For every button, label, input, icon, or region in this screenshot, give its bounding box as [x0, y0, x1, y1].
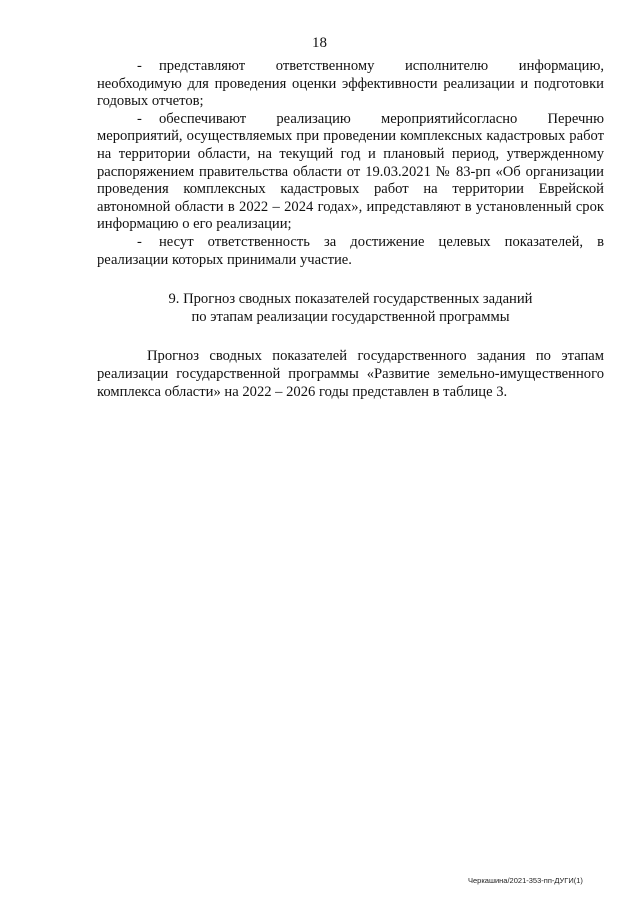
list-item-text: представляют ответственному исполнителю информацию, необходимую для проведения оценки эффективности реализации и подготовки годовых отчетов;	[97, 58, 604, 110]
list-item-2	[97, 111, 604, 234]
list-item-text: обеспечивают реализацию мероприятийсогласно Перечню мероприятий, осуществляемых при проведении комплексных кадастровых работ на территории области, на текущий год и плановый период, утвержденному распоряжением правительства области от 19.03.2021 № 83-рп «Об организации проведения комплексных кадастровых работ на территории Еврейской автономной области в 2022 – 2024 годах», ипредставляют в установленный срок информацию о его реализации;	[97, 110, 604, 233]
section-heading	[97, 291, 604, 326]
document-body	[97, 58, 604, 401]
bullet-dash: -	[137, 58, 142, 74]
page-number: 18	[312, 35, 327, 51]
document-footer-reference: Черкашина/2021-353-пп-ДУГИ(1)	[468, 876, 583, 885]
bullet-dash: -	[137, 233, 142, 250]
section-heading-line-2: по этапам реализации государственной программы	[191, 308, 510, 325]
list-item-1	[97, 58, 604, 111]
bullet-dash: -	[137, 110, 142, 127]
list-item-3	[97, 234, 604, 269]
section-heading-line-1: 9. Прогноз сводных показателей государственных заданий	[168, 291, 533, 308]
list-item-text: несут ответственность за достижение целевых показателей, в реализации которых принимали участие.	[97, 233, 604, 268]
section-body-paragraph: Прогноз сводных показателей государственного задания по этапам реализации государственной программы «Развитие земельно-имущественного комплекса области» на 2022 – 2026 годы представлен в таблице 3.	[97, 348, 604, 400]
